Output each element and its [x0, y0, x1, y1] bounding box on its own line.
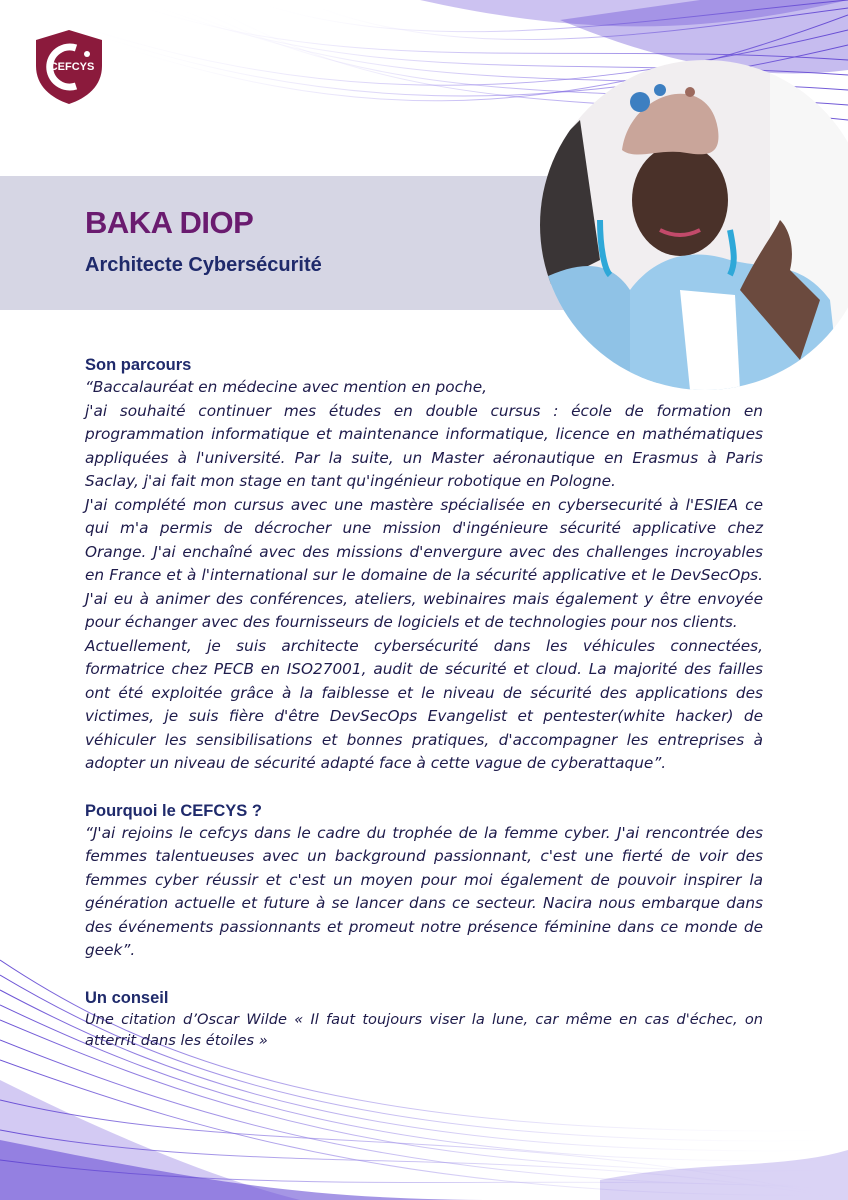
parcours-paragraph: j'ai souhaité continuer mes études en double cursus : école de formation en programmation informatique et maintenance informatique, licence en mathématiques appliquées à l'université. Par la suite, un Master aéronautique en Erasmus à Paris Saclay, j'ai fait mon stage en tant qu'ingénieur robotique en Pologne. — [85, 401, 763, 490]
parcours-paragraph: J'ai complété mon cursus avec une mastère spécialisée en cybersecurité à l'ESIEA ce qui m'a permis de décrocher une mission d'ingénieure sécurité applicative chez Orange. J'ai enchaîné avec des missions d'envergure avec des challenges incroyables en France et à l'international sur le domaine de la sécurité applicative et le DevSecOps. J'ai eu à animer des conférences, ateliers, webinaires mais également y être envoyée pour échanger avec des fournisseurs de logiciels et de technologies pour nos clients. — [85, 495, 763, 631]
main-content — [85, 354, 763, 1051]
parcours-paragraph: Actuellement, je suis architecte cybersécurité dans les véhicules connectées, formatrice chez PECB en ISO27001, audit de sécurité et cloud. La majorité des failles ont été exploitée grâce à la faiblesse et le niveau de sécurité des applications des victimes, je suis fière d'être DevSecOps Evangelist et pentester(white hacker) de véhiculer les sensibilisations et bonnes pratiques, d'accompagner les entreprises à adopter un niveau de sécurité adapté face à cette vague de cyberattaque”. — [85, 636, 763, 772]
profile-name: BAKA DIOP — [85, 205, 254, 240]
header-band — [0, 176, 620, 310]
parcours-heading: Son parcours — [85, 356, 192, 374]
pourquoi-heading: Pourquoi le CEFCYS ? — [85, 801, 262, 820]
pourquoi-text: “J'ai rejoins le cefcys dans le cadre du trophée de la femme cyber. J'ai rencontrée des femmes talentueuses avec un background passionnant, c'est une fierté de voir des femmes cyber réussir et c'est un moyen pour moi également de pouvoir inspirer la génération actuelle et future à se lancer dans ce secteur. Nacira nous embarque dans des événements passionnants et promeut notre présence féminine dans ce monde de geek”. — [85, 823, 763, 959]
cefcys-logo — [32, 28, 106, 106]
profile-role: Architecte Cybersécurité — [85, 254, 322, 276]
portrait-photo — [540, 60, 848, 390]
logo-text: CEFCYS — [49, 61, 95, 73]
conseil-text: Une citation d’Oscar Wilde « Il faut toujours viser la lune, car même en cas d'échec, on atterrit dans les étoiles » — [85, 1010, 763, 1049]
conseil-heading: Un conseil — [85, 988, 169, 1007]
parcours-intro: “Baccalauréat en médecine avec mention en poche, — [85, 378, 487, 396]
